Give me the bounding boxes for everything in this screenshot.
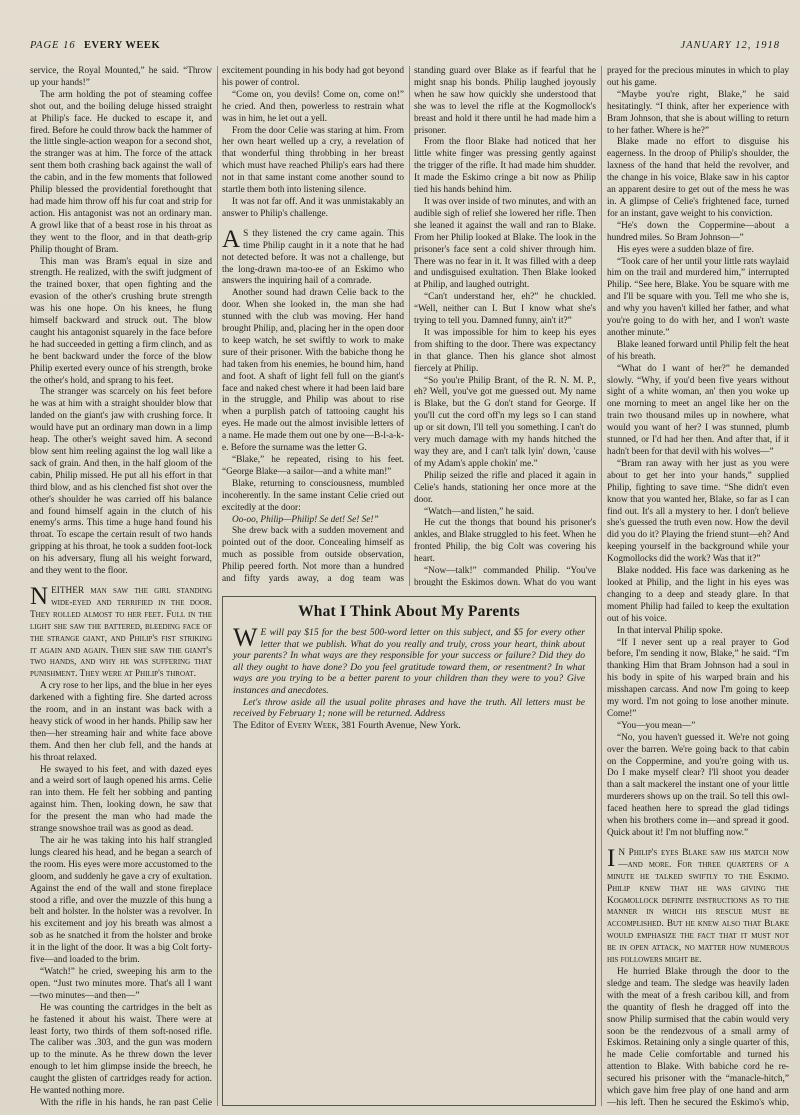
paragraph: standing guard over Blake as if fearful that he might snap his bonds. Philip laughed joyously when he saw how quickly she understood that she was to level the rifle at the Kogmollock's breast and hold it there until he had made him a prisoner. — [414, 66, 596, 136]
paragraph: Oo-oo, Philip—Philip! Se det! Se! Se!” — [232, 514, 379, 525]
paragraph: He was counting the cartridges in the belt as he fastened it about his waist. There were at least forty, two thirds of them soft-nosed rifle. The caliber was .303, and the gun was modern up to the minute. As he threw down the lever enough to let him glimpse inside the breech, he caught the glisten of cartridges ready for action. He wanted nothing more. — [30, 1002, 212, 1097]
paragraph: Blake, returning to consciousness, mumbled incoherently. In the same instant Celie cried out excitedly at the door: — [222, 478, 404, 513]
paragraph: Blake made no effort to disguise his eagerness. In the droop of Philip's shoulder, the laxness of the hand that held the revolver, and the change in his voice, Blake saw in his captor an apparent desire to get out of the mess he was in. A glimpse of Celie's frightened face, turned for an instant, gave weight to his conviction. — [607, 137, 789, 219]
drop-cap: A — [222, 225, 241, 253]
paragraph: “Can't understand her, eh?” he chuckled. “Well, neither can I. But I know what she's trying to tell you. Damned funny, ain't it?” — [414, 292, 596, 327]
drop-cap: I — [607, 844, 616, 872]
column-rule — [217, 66, 218, 1106]
box-title: What I Think About My Parents — [298, 603, 520, 620]
paragraph: From the floor Blake had noticed that her little white finger was pressing gently against the trigger of the rifle. It had made him shudder. It made the Eskimo cringe a bit now as Philip tied his hands behind him. — [414, 137, 596, 196]
paragraph: “So you're Philip Brant, of the R. N. M. P., eh? Well, you've got me guessed out. My name is Blake, but the G don't stand for George. If you'll cut the cord off'n my legs so I can stand up or sit down, I'll tell you something. I can't do very much damage with my hands hitched the way they are, and I can't talk lyin' down, 'cause of my Adam's apple chokin' me.” — [414, 375, 596, 469]
paragraph: Blake leaned forward until Philip felt the heat of his breath. — [607, 339, 789, 362]
paragraph: service, the Royal Mounted,” he said. “Throw up your hands!” — [30, 66, 212, 88]
paragraph: He swayed to his feet, and with dazed eyes and a weird sort of laugh opened his arms. Celie ran into them. He felt her sobbing and panting against him. Then, looking down, he saw that for the present the man who had made the strange snowshoe trail was as good as dead. — [30, 764, 212, 835]
box-body — [233, 623, 585, 731]
paragraph: Philip seized the rifle and placed it again in Celie's hands, stationing her once more at the door. — [414, 470, 596, 505]
box-text-2: Let's throw aside all the usual polite phrases and have the truth. All letters must be received by February 1; none will be returned. Address — [233, 696, 585, 720]
paragraph: “No, you haven't guessed it. We're not going over the barren. We're going back to that cabin on the Coppermine, and you're going with us. Do I make myself clear? I'll shoot you deader than a salt mackerel the instant one of your little murderers shows up on the trail. So tell this owl-faced heathen here to spread the glad tidings when his brothers come in—and spread it good. Quick about it! I'm not bluffing now.” — [607, 732, 789, 838]
address-street: , 381 Fourth Avenue, New York. — [336, 719, 461, 731]
paragraph: excitement pounding in his body had got beyond his power of control. — [222, 66, 404, 88]
paragraph: “Watch!” he cried, sweeping his arm to the open. “Just two minutes more. That's all I want—two minutes—and then—” — [30, 966, 212, 1001]
text-column-1 — [30, 66, 212, 1106]
paragraph: “Come on, you devils! Come on, come on!” he cried. And then, powerless to restrain what was in him, he let out a yell. — [222, 89, 404, 124]
paragraph: “You—you mean—” — [617, 720, 696, 731]
paragraph: He hurried Blake through the door to the sledge and team. The sledge was heavily laden with the meat of a fresh caribou kill, and from the quantity of flesh he dragged off into the snow Philip surmised that the cabin would very soon be the rendezvous of a small army of Eskimos. Retaining only a single quarter of this, he made Celie comfortable and turned his attention to Blake. With babiche cord he re-secured his prisoner with the “manacle-hitch,” which gave him free play of one hand and arm—his left. Then he secured the Eskimo's whip, — [607, 966, 789, 1106]
paragraph: Another sound had drawn Celie back to the door. When she looked in, the man she had stunned with the club was moving. Her hand brought Philip, and, placing her in the open door to keep watch, he set swiftly to work to make sure of their prisoner. With the babiche thong he had taken from his enemies, he bound him, hand and foot. A shaft of light fell full on the giant's face and naked chest where it had been laid bare in the struggle, and Philip was about to rise when a purplish patch of tattooing caught his eyes. He made out the almost invisible letters of a name. He made them out one by one—B-l-a-k-e. Before the surname was the letter G. — [222, 288, 404, 454]
paragraph: This man was Bram's equal in size and strength. He realized, with the swift judgment of the trained boxer, that open fighting and the evasion of the other's crushing brute strength was his one hope. On his knees, he flung himself backward and struck out. The blow caught his antagonist squarely in the face before he had succeeded in getting a firm clinch, and as he bent backward under the force of the blow Philip exerted every ounce of his strength, broke the other's hold, and sprang to his feet. — [30, 256, 212, 386]
text-column-2 — [222, 66, 404, 586]
contest-announcement-box — [222, 596, 596, 1106]
paragraph: The stranger was scarcely on his feet before he was at him with a straight shoulder blow that landed on the giant's jaw with crushing force. It would have put an ordinary man down in a limp heap. The other's weight saved him. A second blow sent him reeling against the log wall like a sack of grain. And then, in the half gloom of the cabin, Philip missed. He put all his effort in that third blow, and as his clenched fist shot over the other's shoulder he was carried off his balance and found himself again in the clutch of his enemy's arms. This time a huge hand found his throat. To escape the certain result of two hands gripping at his throat, he took a sudden foot-lock on his adversary, flung all his weight forward, and they went to the floor. — [30, 387, 212, 577]
paragraph: In that interval Philip spoke. — [617, 625, 723, 636]
paragraph: The arm holding the pot of steaming coffee shot out, and the boiling deluge hissed straight at Philip's face. He ducked to escape it, and fired. Before he could throw back the hammer of the little single-action weapon for a second shot, the stranger was at him. The force of the attack sent them both crashing back against the wall of the cabin, and in the few moments that followed Philip blessed the providential forethought that had made him throw off his fur coat and strip for action. His antagonist was not an ordinary man. A growl like that of a beast rose in his throat as they went to the floor, and in that death-grip Philip thought of Bram. — [30, 89, 212, 255]
section-opening — [607, 844, 789, 967]
opening-text: N Philip's eyes Blake saw his match now—and more. For three quarters of a minute he talked swiftly to the Eskimo. Philip knew that he was giving the Kogmollock definite instructions as to the manner in which his rescue must be accomplished. But he knew also that Blake would emphasize the fact that it must not be in open attack, no matter how numerous his followers might be. — [607, 847, 789, 966]
paragraph: “Now—talk!” commanded Philip. “You've brought the Eskimos down. What do you want — [414, 566, 596, 586]
paragraph: prayed for the precious minutes in which to play out his game. — [607, 66, 789, 88]
paragraph: It was over inside of two minutes, and with an audible sigh of relief she lowered her rifle. Then she leaned it against the wall and ran to Blake. From her Philip looked at Blake. The look in the prisoner's face sent a cold shiver through him. There was no fear in it. It was filled with a deep and undisguised exultation. Then Blake looked at Philip, and laughed outright. — [414, 196, 596, 291]
address-prefix: The Editor of — [233, 719, 285, 731]
drop-cap: W — [233, 623, 258, 652]
paragraph: With the rifle in his hands, he ran past Celie — [40, 1097, 212, 1106]
paragraph: His eyes were a sudden blaze of fire. — [617, 244, 754, 255]
paragraph: “If I never sent up a real prayer to God before, I'm sending it now, Blake,” he said. “I'm thanking Him that Bram Johnson had a soul in his body in spite of his warped brain and his misshapen carcass. And now I'm going to keep my word. I'm not going to lose another minute. Come!” — [607, 637, 789, 719]
publication-name: EVERY WEEK — [84, 40, 161, 51]
section-opening — [30, 582, 212, 681]
paragraph: “Bram ran away with her just as you were about to get her into your hands,” supplied Philip, fighting to save time. “She didn't even know that you wanted her, Blake, so far as I can find out. It's all a mystery to her. I don't believe she's guessed the truth even now. How the devil did you do it? Playing the friend stunt—eh? And keeping yourself in the background while your Kogmollocks did the work? Was that it?” — [607, 458, 789, 565]
opening-text: S they listened the cry came again. This time Philip caught in it a note that he had not detected before. It was not a challenge, but the long-drawn ma-too-ee of an Eskimo who answers the inquiring hail of a comrade. — [222, 228, 404, 287]
paragraph: The air he was taking into his half strangled lungs cleared his head, and he began a search of the room. His eyes were more accustomed to the gloom, and suddenly he gave a cry of exultation. Against the end of the wall and stone fireplace stood a rifle, and over the muzzle of this hung a belt and holster. In the holster was a revolver. In his excitement and joy his breath was almost a sob as he snatched it from the holster and broke it in the light of the door. It was a big Colt forty-five—and loaded to the brim. — [30, 836, 212, 966]
page-header — [30, 40, 780, 58]
section-opening — [222, 225, 404, 289]
paragraph: “Blake,” he repeated, rising to his feet. “George Blake—a sailor—and a white man!” — [222, 455, 404, 477]
column-rule — [601, 66, 602, 1106]
paragraph: “Took care of her until your little rats waylaid him on the trail and murdered him,” interrupted Philip. “See here, Blake. You be square with me and I'll be square with you. Tell me who she is, and why you haven't killed her father, and what you're going to do with her, and I won't waste another minute.” — [607, 256, 789, 338]
column-rule — [409, 66, 410, 586]
paragraph: From the door Celie was staring at him. From her own heart welled up a cry, a revelation of that wonderful thing throbbing in her breast which must have reached Philip's ears had there not in that same instant come another sound to startle them both into listening silence. — [222, 125, 404, 196]
drop-cap: N — [30, 582, 49, 610]
text-column-4 — [607, 66, 789, 1106]
paragraph: Blake nodded. His face was darkening as he looked at Philip, and the light in his eyes was changing to a deep and steady glare. In that moment Philip had failed to keep the exultation out of his voice. — [607, 566, 789, 624]
paragraph: “Maybe you're right, Blake,” he said hesitatingly. “I think, after her experience with Bram Johnson, that she is about willing to return to her father. Where is he?” — [607, 89, 789, 136]
issue-date: JANUARY 12, 1918 — [680, 40, 780, 51]
paragraph: “What do I want of her?” he demanded slowly. “Why, if you'd been five years without sight of a white woman, an' then you woke up one morning to meet an angel like her on the train two thousand miles up in nowhere, what would you want of her? I was stunned, plumb stunned, or I'd had her then. And after that, if it hadn't been for that devil with his wolves—” — [607, 363, 789, 457]
box-text: E will pay $15 for the best 500-word letter on this subject, and $5 for every other letter that we publish. What do you really and truly, cross your heart, think about your parents? In what ways are they responsible for your success or failure? Did they do all they ought to have done? Do you feel gratitude toward them, or resentment? In what ways are you trying to be a better parent to your children than they were to you? Give instances and anecdotes. — [233, 627, 585, 696]
page-number: PAGE 16 — [30, 40, 76, 51]
box-address — [233, 720, 461, 731]
paragraph: “Watch—and listen,” he said. — [424, 506, 535, 517]
paragraph: He cut the thongs that bound his prisoner's ankles, and Blake struggled to his feet. When he fronted Philip, the big Colt was covering his heart. — [414, 518, 596, 565]
paragraph: “He's down the Coppermine—about a hundred miles. So Bram Johnson—” — [607, 220, 789, 243]
paragraph: A cry rose to her lips, and the blue in her eyes darkened with a fighting fire. She darted across the room, and in an instant was back with a heavy stick of wood in her hands. Philip saw her then—her streaming hair and white face above them. And then her club fell, and the hands at his throat relaxed. — [30, 681, 212, 763]
opening-text: EITHER man saw the girl standing wide-eyed and terrified in the door. They rolled almost to her feet. Full in the light she saw the battered, bleeding face of the strange giant, and Philip's fist striking it again and again. Then she saw the giant's two hands, and why he was suffering that punishment. They were at Philip's throat. — [30, 585, 212, 680]
paragraph: It was not far off. And it was unmistakably an answer to Philip's challenge. — [222, 196, 404, 219]
paragraph: It was impossible for him to keep his eyes from shifting to the door. There was expectancy in that glance. Then his glance shot almost fiercely at Philip. — [414, 327, 596, 374]
paragraph: She drew back with a sudden movement and pointed out of the door. Concealing himself as much as possible from outside observation, Philip peered forth. Not more than a hundred and fifty yards away, a dog team was — [222, 526, 404, 585]
address-publication: Every Week — [287, 719, 337, 731]
text-column-3 — [414, 66, 596, 586]
